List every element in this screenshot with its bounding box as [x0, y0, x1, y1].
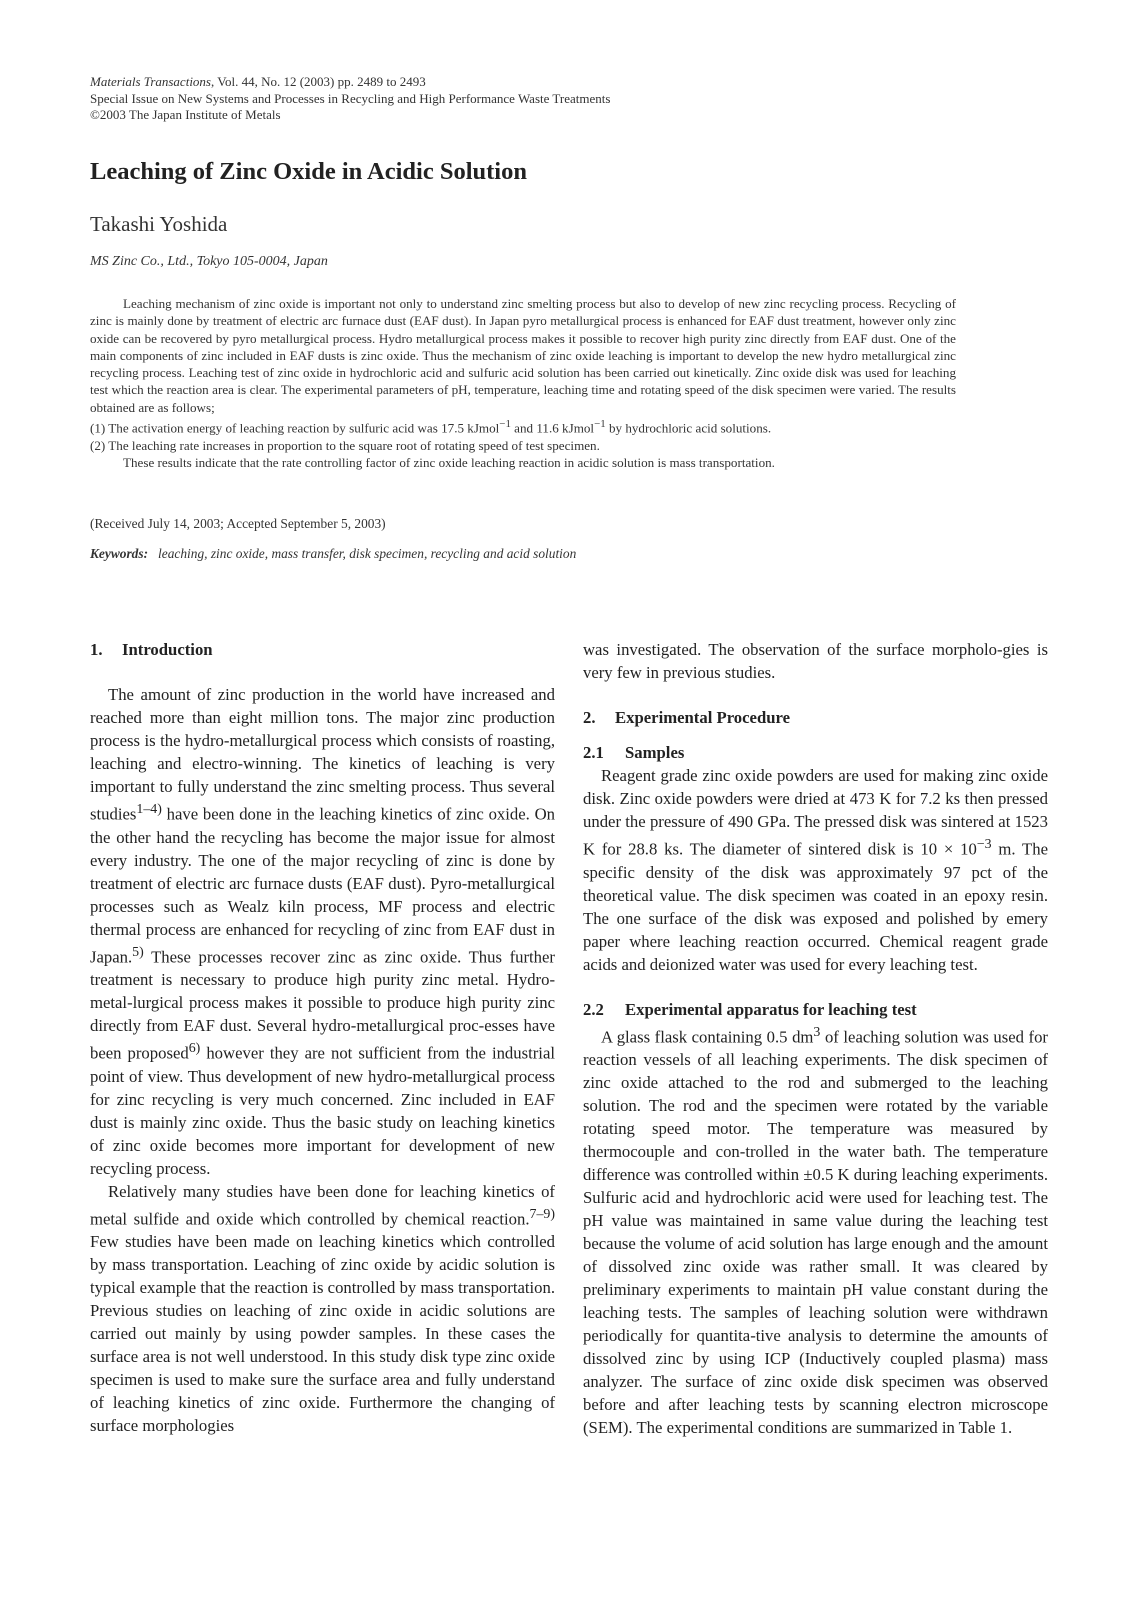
subsection-heading-apparatus	[583, 998, 1048, 1021]
section-heading-introduction	[90, 638, 555, 661]
keywords	[90, 546, 576, 562]
paragraph-text: Few studies have been made on leaching kinetics which controlled by mass transportation. Leaching of zinc oxide by acidic solution is typical example that the reaction is controlled by mass transportation. Previous studies on leaching of zinc oxide in acidic solutions are carried out mainly by using powder samples. In these cases the surface area is not well understood. In this study disk type zinc oxide specimen is used to make sure the surface area and fully understand of leaching kinetics of zinc oxide. Furthermore the changing of surface morphologies	[90, 1232, 555, 1436]
paragraph-text: A glass flask containing 0.5 dm	[601, 1027, 814, 1047]
section-title: Experimental Procedure	[615, 708, 791, 727]
paragraph-text: The amount of zinc production in the world have increased and reached more than eight million tons. The major zinc production process is the hydro-metallurgical process which consists of roasting, leaching and electro-winning. The kinetics of leaching is very important to fully understand the zinc smelting process. Thus several studies	[90, 685, 555, 824]
paper-title: Leaching of Zinc Oxide in Acidic Solution	[90, 158, 527, 185]
result-1-text: (1) The activation energy of leaching reaction by sulfuric acid was 17.5 kJmol	[90, 420, 500, 436]
section-heading-experimental-procedure	[583, 706, 1048, 729]
subsection-title: Experimental apparatus for leaching test	[625, 999, 917, 1019]
copyright-line: ©2003 The Japan Institute of Metals	[90, 107, 281, 122]
subsection-number: 2.1	[583, 743, 604, 762]
superscript: −1	[594, 418, 606, 431]
left-column	[90, 638, 555, 1437]
subsection-title: Samples	[625, 743, 685, 762]
right-column	[583, 638, 1048, 1439]
reference-marker: 5)	[132, 944, 144, 960]
special-issue-line: Special Issue on New Systems and Processes in Recycling and High Performance Waste Treatments	[90, 90, 611, 106]
keywords-text: leaching, zinc oxide, mass transfer, disk specimen, recycling and acid solution	[158, 546, 577, 561]
citation: , Vol. 44, No. 12 (2003) pp. 2489 to 2493	[211, 74, 426, 89]
result-1-text: and 11.6 kJmol	[510, 420, 595, 436]
paragraph-text: have been done in the leaching kinetics of zinc oxide. On the other hand the recycling has become the major issue for almost every industry. The one of the major recycling of zinc is done by treatment of electric arc furnace dusts (EAF dust). Pyro-metallurgical processes such as Wealz kiln process, MF process and electric thermal process are enhanced for recycling of zinc from EAF dust in Japan.	[90, 804, 555, 967]
paragraph-text: however they are not sufficient from the industrial point of view. Thus development of new hydro-metallurgical process for zinc recycling is very much concerned. Zinc included in EAF dust is mainly zinc oxide. Thus the basic study on leaching kinetics of zinc oxide becomes more important for development of new recycling process.	[90, 1043, 555, 1178]
body-paragraph	[90, 1180, 555, 1438]
abstract	[90, 295, 956, 471]
abstract-conclusion: These results indicate that the rate controlling factor of zinc oxide leaching reaction in acidic solution is mass transportation.	[123, 455, 775, 471]
received-dates: (Received July 14, 2003; Accepted September 5, 2003)	[90, 516, 386, 531]
keywords-label: Keywords:	[90, 546, 149, 561]
superscript: −1	[499, 418, 511, 431]
section-title: Introduction	[122, 640, 213, 659]
paragraph-text: m. The specific density of the disk was approximately 97 pct of the theoretical value. The disk specimen was coated in an epoxy resin. The one surface of the disk was exposed and polished by emery paper where leaching reaction occurred. Chemical reagent grade acids and deionized water was used for every leaching test.	[583, 839, 1049, 974]
paragraph-text: Relatively many studies have been done for leaching kinetics of metal sulfide and oxide which controlled by chemical reaction.	[90, 1181, 555, 1229]
abstract-result-1	[90, 416, 956, 437]
paragraph-text: These processes recover zinc as zinc oxide. Thus further treatment is necessary to produce high purity zinc metal. Hydro-metal-lurgical process makes it possible to produce high purity zinc directly from EAF dust. Several hydro-metallurgical proc-esses have been proposed	[90, 947, 555, 1063]
body-paragraph	[583, 1021, 1048, 1440]
paragraph-text: Reagent grade zinc oxide powders are used for making zinc oxide disk. Zinc oxide powders were dried at 473 K for 7.2 ks then pressed under the pressure of 490 GPa. The pressed disk was sintered at 1523 K for 28.8 ks. The diameter of sintered disk is 10 × 10	[583, 766, 1048, 859]
section-number: 2.	[583, 708, 596, 727]
superscript: 3	[813, 1024, 821, 1040]
author-name: Takashi Yoshida	[90, 212, 228, 236]
subsection-heading-samples	[583, 741, 1048, 764]
reference-marker: 6)	[188, 1041, 201, 1057]
author-affiliation: MS Zinc Co., Ltd., Tokyo 105-0004, Japan	[90, 254, 328, 269]
journal-name: Materials Transactions	[90, 74, 211, 89]
subsection-number: 2.2	[583, 999, 604, 1019]
result-1-text: by hydrochloric acid solutions.	[605, 420, 772, 436]
body-paragraph-continued: was investigated. The observation of the surface morpholo-gies is very few in previous studies.	[583, 640, 1048, 682]
body-paragraph	[583, 764, 1048, 976]
paragraph-text: of leaching solution was used for reaction vessels of all leaching experiments. The disk specimen of zinc oxide attached to the rod and submerged to the leaching solution. The rod and the specimen were rotated by the variable rotating speed motor. The temperature was measured by thermocouple and con-trolled in the water bath. The temperature difference was controlled within ±0.5 K during leaching experiments. Sulfuric acid and hydrochloric acid were used for leaching test. The pH value was maintained in same value during the leaching test because the volume of acid solution has large enough and the amount of dissolved zinc oxide was rather small. It was cleared by preliminary experiments to maintain pH value constant during the leaching tests. The samples of leaching solution were withdrawn periodically for quantita-tive analysis to determine the amounts of dissolved zinc by using ICP (Inductively coupled plasma) mass analyzer. The surface of zinc oxide disk specimen was observed before and after leaching tests by scanning electron microscope (SEM). The experimental conditions are summarized in Table 1.	[583, 1027, 1048, 1438]
reference-marker: 7–9)	[529, 1206, 555, 1222]
abstract-result-2: (2) The leaching rate increases in proportion to the square root of rotating speed of test specimen.	[90, 437, 600, 453]
citation-line	[90, 74, 610, 91]
journal-header	[90, 74, 610, 124]
section-number: 1.	[90, 640, 103, 659]
body-paragraph	[90, 683, 555, 1180]
abstract-paragraph: Leaching mechanism of zinc oxide is important not only to understand zinc smelting process but also to develop of new zinc recycling process. Recycling of zinc is mainly done by treatment of electric arc furnace dust (EAF dust). In Japan pyro metallurgical process is enhanced for EAF dust treatment, however only zinc oxide can be recovered by pyro metallurgical process. Hydro metallurgical process makes it possible to recover high purity zinc directly from EAF dust. One of the main components of zinc included in EAF dusts is zinc oxide. Thus the mechanism of zinc oxide leaching is important to develop the new hydro metallurgical zinc recycling process. Leaching test of zinc oxide in hydrochloric acid and sulfuric acid solution has been carried out kinetically. Zinc oxide disk was used for leaching test which the reaction area is clear. The experimental parameters of pH, temperature, leaching time and rotating speed of the disk specimen were varied. The results obtained are as follows;	[90, 296, 956, 415]
superscript: −3	[976, 837, 992, 852]
reference-marker: 1–4)	[136, 802, 162, 817]
